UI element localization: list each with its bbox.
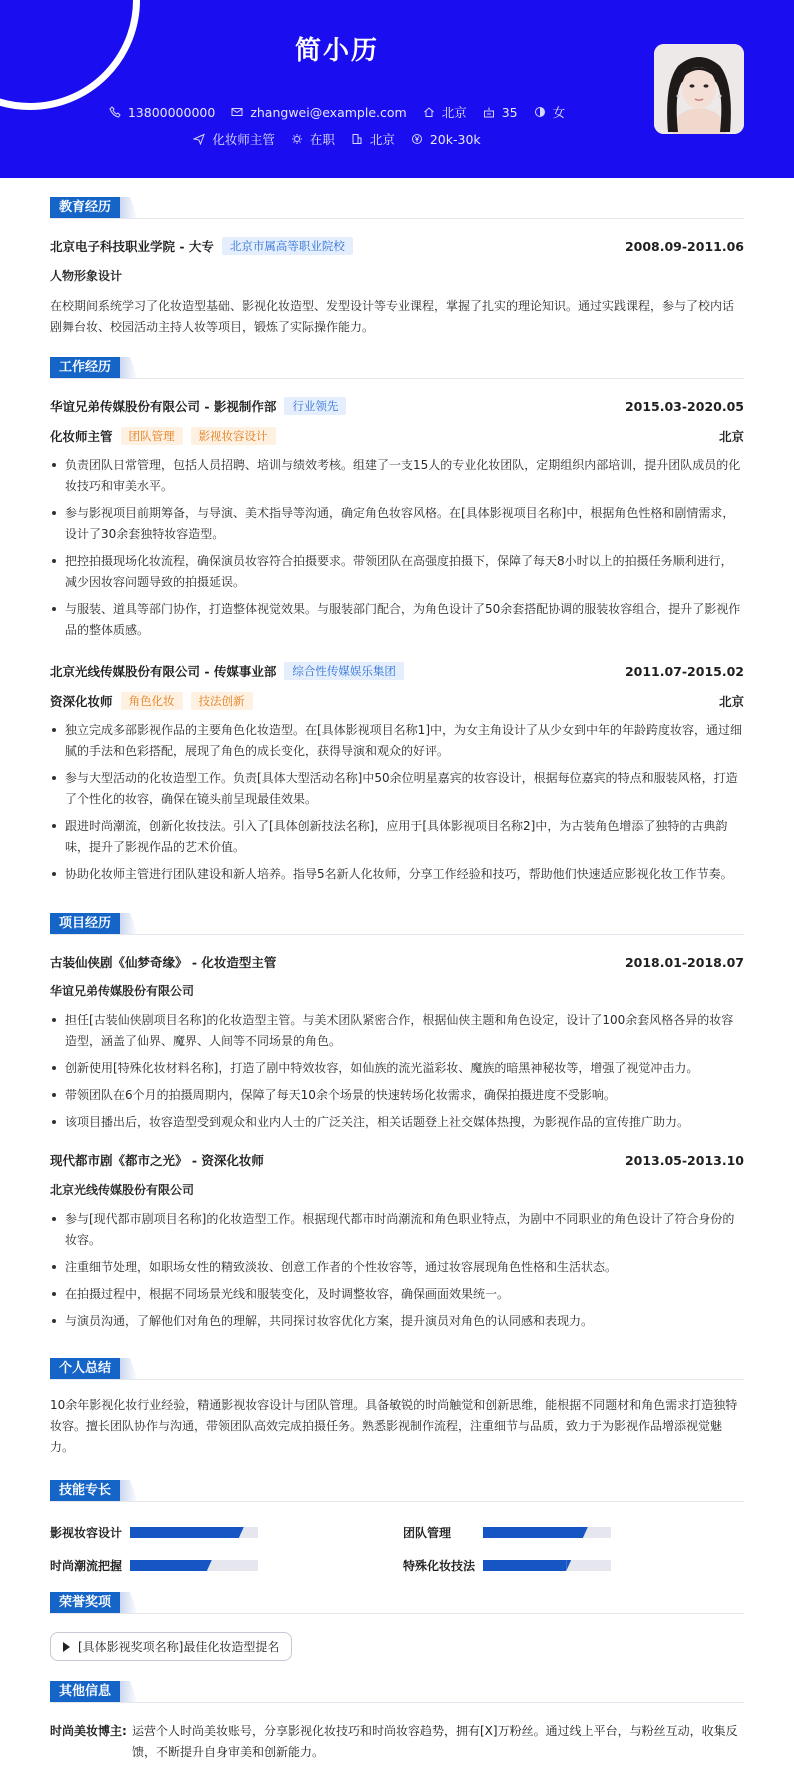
resume-header [0, 0, 794, 178]
salary-text: 20k-30k [429, 131, 481, 147]
skill-item [403, 1524, 611, 1541]
email-text: zhangwei@example.com [250, 104, 407, 120]
project-bullets [50, 1209, 744, 1338]
skill-bar [130, 1527, 258, 1538]
work-role-row [50, 427, 744, 445]
work-role-row [50, 692, 744, 710]
job-role: 化妆师主管 [50, 429, 113, 444]
section-title: 技能专长 [50, 1480, 120, 1501]
company-tag: 行业领先 [284, 397, 346, 415]
project-company: 华谊兄弟传媒股份有限公司 [50, 984, 195, 998]
skill-bar [483, 1560, 611, 1571]
project-entry-header [50, 953, 744, 971]
list-item: 跟进时尚潮流，创新化妆技法。引入了[具体创新技法名称]，应用于[具体影视项目名称2]中，为古装角色增添了独特的古典韵味，提升了影视作品的艺术价值。 [50, 816, 744, 858]
gender-icon [534, 106, 546, 118]
age-info [483, 105, 518, 120]
list-item: 与服装、道具等部门协作，打造整体视觉效果。与服装部门配合，为角色设计了50余套搭配协调的服装妆容组合，提升了影视作品的整体质感。 [50, 599, 744, 641]
list-item: 与演员沟通，了解他们对角色的理解，共同探讨妆容优化方案，提升演员对角色的认同感和表现力。 [50, 1311, 744, 1332]
education-entry-header [50, 237, 744, 255]
work-date: 2011.07-2015.02 [624, 663, 744, 679]
role-tag: 角色化妆 [121, 692, 183, 710]
role-tag: 技法创新 [191, 692, 253, 710]
gender-info [534, 103, 566, 121]
skill-item [50, 1524, 258, 1541]
status-row [0, 130, 674, 148]
project-title: 古装仙侠剧《仙梦奇缘》 - 化妆造型主管 [50, 955, 277, 970]
section-summary [50, 1358, 744, 1380]
section-title: 教育经历 [50, 197, 120, 218]
project-title: 现代都市剧《都市之光》 - 资深化妆师 [50, 1153, 264, 1168]
section-title: 工作经历 [50, 357, 120, 378]
list-item: 带领团队在6个月的拍摄周期内，保障了每天10余个场景的快速转场化妆需求，确保拍摄进度不受影响。 [50, 1085, 744, 1106]
home-icon [423, 106, 435, 118]
list-item: 该项目播出后，妆容造型受到观众和业内人士的广泛关注，相关话题登上社交媒体热搜，为影视作品的宣传推广助力。 [50, 1112, 744, 1133]
section-title: 个人总结 [50, 1358, 120, 1379]
company-tag: 综合性传媒娱乐集团 [284, 662, 404, 680]
list-item: 独立完成多部影视作品的主要角色化妆造型。在[具体影视项目名称1]中，为女主角设计了从少女到中年的年龄跨度妆容，通过细腻的手法和色彩搭配，展现了角色的成长变化，获得导演和观众的好评。 [50, 720, 744, 762]
school-name: 北京电子科技职业学院 - 大专 [50, 239, 214, 254]
role-tag: 影视妆容设计 [191, 427, 276, 445]
list-item: 在拍摄过程中，根据不同场景光线和服装变化，及时调整妆容，确保画面效果统一。 [50, 1284, 744, 1305]
education-major: 人物形象设计 [50, 269, 123, 283]
expand-triangle-icon [63, 1642, 70, 1652]
work-city: 北京 [718, 694, 744, 709]
skill-bar [483, 1527, 611, 1538]
list-item: 创新使用[特殊化妆材料名称]，打造了剧中特效妆容，如仙族的流光溢彩妆、魔族的暗黑神秘妆等，增强了视觉冲击力。 [50, 1058, 744, 1079]
school-tag: 北京市属高等职业院校 [222, 237, 353, 255]
company-name: 北京光线传媒股份有限公司 - 传媒事业部 [50, 664, 277, 679]
target-city-info [351, 130, 395, 148]
skill-bar-fill [483, 1560, 566, 1571]
work-bullets [50, 455, 744, 647]
section-education [50, 197, 744, 219]
mail-icon [231, 106, 243, 118]
target-city-text: 北京 [369, 132, 395, 147]
summary-text: 10余年影视化妆行业经验，精通影视妆容设计与团队管理。具备敏锐的时尚触觉和创新思维，能根据不同题材和角色需求打造独特妆容。擅长团队协作与沟通，带领团队高效完成拍摄任务。熟悉影视制作流程，注重细节与品质，致力于为影视作品增添视觉魅力。 [50, 1398, 738, 1454]
phone-icon [109, 106, 121, 118]
age-text: 35 [501, 104, 518, 120]
list-item: 参与影视项目前期筹备，与导演、美术指导等沟通，确定角色妆容风格。在[具体影视项目名称]中，根据角色性格和剧情需求，设计了30余套独特妆容造型。 [50, 503, 744, 545]
section-other [50, 1681, 744, 1703]
skill-item [50, 1557, 258, 1574]
other-info-value: 运营个人时尚美妆账号，分享影视化妆技巧和时尚妆容趋势，拥有[X]万粉丝。通过线上平台，与粉丝互动，收集反馈，不断提升自身审美和创新能力。 [132, 1724, 738, 1759]
phone-info [109, 105, 215, 120]
project-bullets [50, 1010, 744, 1139]
company-name: 华谊兄弟传媒股份有限公司 - 影视制作部 [50, 399, 277, 414]
skill-item [403, 1557, 611, 1574]
skill-name: 时尚潮流把握 [50, 1559, 123, 1573]
other-info-item [50, 1721, 744, 1763]
email-info [231, 105, 406, 120]
award-text: [具体影视奖项名称]最佳化妆造型提名 [78, 1640, 280, 1654]
phone-text: 13800000000 [127, 104, 216, 120]
building-icon [351, 133, 363, 145]
work-city: 北京 [718, 429, 744, 444]
job-status-info [291, 130, 335, 148]
project-date: 2013.05-2013.10 [624, 1152, 744, 1168]
education-date: 2008.09-2011.06 [624, 238, 744, 254]
work-bullets [50, 720, 744, 891]
work-entry-header [50, 662, 744, 680]
list-item: 注重细节处理，如职场女性的精致淡妆、创意工作者的个性妆容等，通过妆容展现角色性格和生活状态。 [50, 1257, 744, 1278]
gender-text: 女 [552, 105, 566, 120]
skill-bar-fill [130, 1527, 239, 1538]
job-status-text: 在职 [309, 132, 335, 147]
location-info [423, 103, 467, 121]
role-tag: 团队管理 [121, 427, 183, 445]
skill-name: 团队管理 [403, 1526, 452, 1540]
skill-bar [130, 1560, 258, 1571]
list-item: 把控拍摄现场化妆流程，确保演员妆容符合拍摄要求。带领团队在高强度拍摄下，保障了每天8小时以上的拍摄任务顺利进行，减少因妆容问题导致的拍摄延误。 [50, 551, 744, 593]
skill-name: 影视妆容设计 [50, 1526, 123, 1540]
send-icon [193, 133, 205, 145]
section-title: 其他信息 [50, 1681, 120, 1702]
profile-photo [654, 44, 744, 134]
work-entry-header [50, 397, 744, 415]
section-skills [50, 1480, 744, 1502]
work-date: 2015.03-2020.05 [624, 398, 744, 414]
section-title: 项目经历 [50, 913, 120, 934]
section-projects [50, 913, 744, 935]
salary-info [411, 132, 481, 147]
list-item: 参与[现代都市剧项目名称]的化妆造型工作。根据现代都市时尚潮流和角色职业特点，为剧中不同职业的角色设计了符合身份的妆容。 [50, 1209, 744, 1251]
list-item: 负责团队日常管理，包括人员招聘、培训与绩效考核。组建了一支15人的专业化妆团队，定期组织内部培训，提升团队成员的化妆技巧和审美水平。 [50, 455, 744, 497]
target-position-text: 化妆师主管 [212, 132, 275, 147]
candidate-name: 简小历 [294, 36, 379, 66]
job-role: 资深化妆师 [50, 694, 113, 709]
project-company: 北京光线传媒股份有限公司 [50, 1183, 195, 1197]
location-text: 北京 [441, 105, 467, 120]
skill-name: 特殊化妆技法 [403, 1559, 476, 1573]
project-entry-header [50, 1151, 744, 1169]
section-title: 荣誉奖项 [50, 1592, 120, 1613]
section-honors [50, 1592, 744, 1614]
list-item: 参与大型活动的化妆造型工作。负责[具体大型活动名称]中50余位明星嘉宾的妆容设计，根据每位嘉宾的特点和服装风格，打造了个性化的妆容，确保在镜头前呈现最佳效果。 [50, 768, 744, 810]
skill-bar-fill [483, 1527, 583, 1538]
project-date: 2018.01-2018.07 [624, 954, 744, 970]
list-item: 担任[古装仙侠剧项目名称]的化妆造型主管。与美术团队紧密合作，根据仙侠主题和角色设定，设计了100余套风格各异的妆容造型，涵盖了仙界、魔界、人间等不同场景的角色。 [50, 1010, 744, 1052]
other-info-key: 时尚美妆博主: [50, 1724, 127, 1738]
contact-row [0, 103, 674, 121]
target-position-info [193, 130, 275, 148]
section-work [50, 357, 744, 379]
status-icon [291, 133, 303, 145]
salary-icon [411, 133, 423, 145]
list-item: 协助化妆师主管进行团队建设和新人培养。指导5名新人化妆师，分享工作经验和技巧，帮助他们快速适应影视化妆工作节奏。 [50, 864, 744, 885]
age-icon [483, 106, 495, 118]
skill-bar-fill [130, 1560, 207, 1571]
education-description: 在校期间系统学习了化妆造型基础、影视化妆造型、发型设计等专业课程，掌握了扎实的理论知识。通过实践课程，参与了校内话剧舞台妆、校园活动主持人妆等项目，锻炼了实际操作能力。 [50, 299, 735, 334]
award-item[interactable] [50, 1632, 292, 1661]
